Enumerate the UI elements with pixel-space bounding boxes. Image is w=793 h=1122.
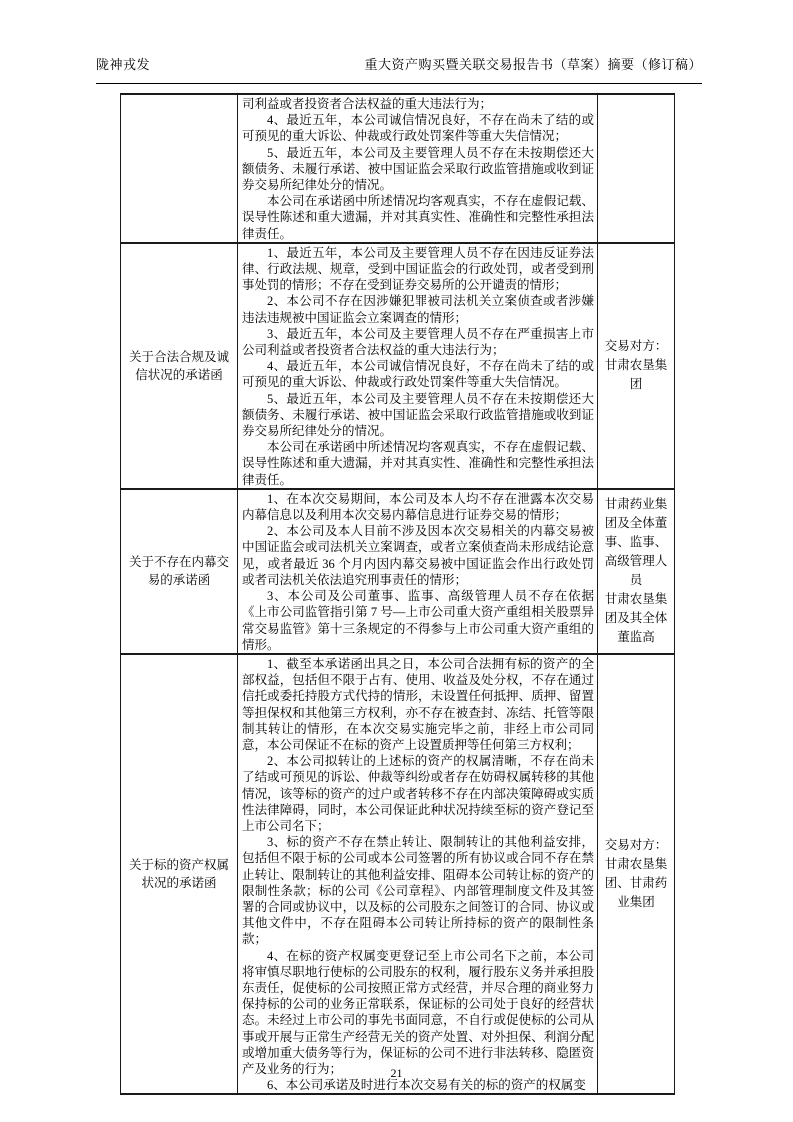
commitment-label-cell — [121, 94, 238, 243]
commitment-paragraph: 6、本公司承诺及时进行本次交易有关的标的资产的权属变 — [267, 1078, 586, 1093]
commitment-paragraph: 4、在标的资产权属变更登记至上市公司名下之前，本公司将审慎尽职地行使标的公司股东的权利，履行股东义务并承担股东责任，促使标的公司按照正常方式经营，并尽合理的商业努力保持标的公司的业务正常联系，保证标的公司处于良好的经营状态。未经过上市公司的事先书面同意，不自行或促使标的公司从事或开展与正常生产经营无关的资产处置、对外担保、利润分配或增加重大债务等行为，保证标的公司不进行非法转移、隐匿资产及业务的行为； — [242, 948, 594, 1076]
commitment-label-cell: 关于不存在内幕交易的承诺函 — [121, 489, 238, 654]
party-line: 交易对方：甘肃农垦集团、甘肃药业集团 — [604, 838, 668, 910]
commitment-paragraph: 1、在本次交易期间，本公司及本人均不存在泄露本次交易内幕信息以及利用本次交易内幕信息进行证券交易的情形； — [242, 491, 594, 523]
commitment-paragraph: 5、最近五年，本公司及主要管理人员不存在未按期偿还大额债务、未履行承诺、被中国证监会采取行政监管措施或收到证券交易所纪律处分的情况。 — [242, 145, 594, 193]
commitment-paragraph: 3、本公司及公司董事、监事、高级管理人员不存在依据《上市公司监管指引第 7 号—上市公司重大资产重组相关股票异常交易监管》第十三条规定的不得参与上市公司重大资产重组的情形。 — [242, 589, 594, 652]
commitment-paragraph: 本公司在承诺函中所述情况均客观真实，不存在虚假记载、误导性陈述和重大遗漏，并对其真实性、准确性和完整性承担法律责任。 — [242, 440, 594, 487]
commitment-party-cell — [598, 654, 675, 1094]
commitment-paragraph: 本公司在承诺函中所述情况均客观真实，不存在虚假记载、误导性陈述和重大遗漏，并对其真实性、准确性和完整性承担法律责任。 — [242, 194, 594, 241]
commitment-paragraph: 1、截至本承诺函出具之日，本公司合法拥有标的资产的全部权益，包括但不限于占有、使用、收益及处分权，不存在通过信托或委托持股方式代持的情形，未设置任何抵押、质押、留置等担保权和其他第三方权利，亦不存在被查封、冻结、托管等限制其转让的情形，在本次交易实施完毕之前，非经上市公司同意，本公司保证不在标的资产上设置质押等任何第三方权利； — [242, 656, 594, 752]
commitment-party-cell — [598, 243, 675, 489]
commitment-paragraph: 1、最近五年，本公司及主要管理人员不存在因违反证券法律、行政法规、规章，受到中国证监会的行政处罚，或者受到刑事处罚的情形；不存在受到证券交易所的公开谴责的情形； — [242, 245, 594, 293]
commitment-content-cell — [238, 243, 598, 489]
commitment-content-cell — [238, 654, 598, 1094]
table-row — [121, 243, 675, 489]
header-right-title: 重大资产购买暨关联交易报告书（草案）摘要（修订稿） — [364, 57, 702, 72]
commitment-paragraph: 2、本公司拟转让的上述标的资产的权属清晰，不存在尚未了结或可预见的诉讼、仲裁等纠纷或者存在妨碍权属转移的其他情况，该等标的资产的过户或者转移不存在内部决策障碍或实质性法律障碍，同时，本公司保证此种状况持续至标的资产登记至上市公司名下； — [242, 754, 594, 833]
page-number: 21 — [390, 1066, 403, 1080]
commitment-label-cell: 关于标的资产权属状况的承诺函 — [121, 654, 238, 1094]
page-header — [96, 54, 702, 84]
commitment-paragraph: 2、本公司不存在因涉嫌犯罪被司法机关立案侦查或者涉嫌违法违规被中国证监会立案调查的情形； — [242, 294, 594, 325]
table-row — [121, 654, 675, 1094]
commitment-paragraph: 2、本公司及本人目前不涉及因本次交易相关的内幕交易被中国证监会或司法机关立案调查，或者立案侦查尚未形成结论意见，或者最近 36 个月内因内幕交易被中国证监会作出行政处罚或者司法机关依法追究刑事责任的情形； — [242, 524, 594, 587]
commitment-party-cell — [598, 94, 675, 243]
commitment-paragraph: 4、最近五年，本公司诚信情况良好，不存在尚未了结的或可预见的重大诉讼、仲裁或行政处罚案件等重大失信情况； — [242, 113, 594, 144]
table-row — [121, 94, 675, 243]
commitment-paragraph: 4、最近五年，本公司诚信情况良好，不存在尚未了结的或可预见的重大诉讼、仲裁或行政处罚案件等重大失信情况。 — [242, 359, 594, 390]
commitment-label-cell: 关于合法合规及诚信状况的承诺函 — [121, 243, 238, 489]
commitment-content-cell — [238, 489, 598, 654]
commitment-party-cell — [598, 489, 675, 654]
header-left-title: 陇神戎发 — [96, 57, 151, 72]
party-line: 甘肃药业集团及全体董事、监事、高级管理人员 — [604, 497, 668, 588]
commitment-paragraph: 5、最近五年，本公司及主要管理人员不存在未按期偿还大额债务、未履行承诺、被中国证监会采取行政监管措施或收到证券交易所纪律处分的情况。 — [242, 391, 594, 439]
commitment-paragraph: 3、标的资产不存在禁止转让、限制转让的其他利益安排，包括但不限于标的公司或本公司签署的所有协议或合同不存在禁止转让、限制转让的其他利益安排、阻碍本公司转让标的资产的限制性条款；标的公司《公司章程》、内部管理制度文件及其签署的合同或协议中，以及标的公司股东之间签订的合同、协议或其他文件中，不存在阻碍本公司转让所持标的资产的限制性条款； — [242, 835, 594, 947]
commitment-paragraph: 司利益或者投资者合法权益的重大违法行为； — [242, 97, 493, 111]
commitment-paragraph: 3、最近五年，本公司及主要管理人员不存在严重损害上市公司利益或者投资者合法权益的重大违法行为； — [242, 326, 594, 358]
table-row — [121, 489, 675, 654]
commitments-table — [120, 93, 675, 1095]
party-line: 交易对方：甘肃农垦集团 — [604, 339, 668, 392]
page-footer — [0, 1066, 793, 1081]
commitment-content-cell — [238, 94, 598, 243]
party-line: 甘肃农垦集团及其全体董监高 — [604, 592, 668, 645]
